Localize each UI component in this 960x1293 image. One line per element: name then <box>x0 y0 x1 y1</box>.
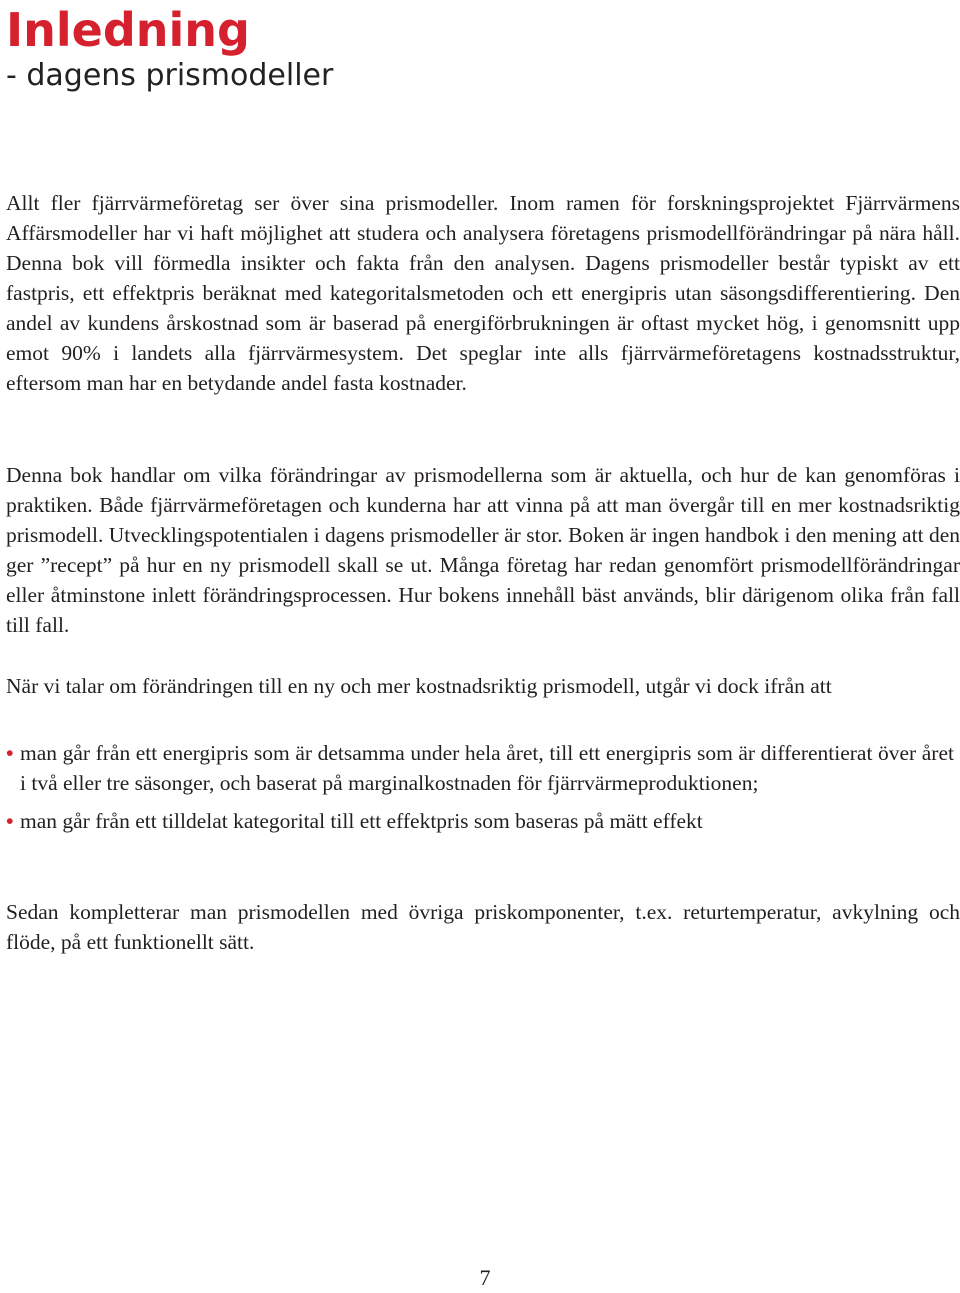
bullet-item-effect-price <box>6 806 954 836</box>
page-subtitle: - dagens prismodeller <box>6 58 334 93</box>
page-number: 7 <box>479 1265 491 1290</box>
page-title: Inledning <box>6 3 250 57</box>
closing-paragraph: Sedan kompletterar man prismodellen med övriga priskomponenter, t.ex. returtemperatur, avkylning och flöde, på ett funktionellt sätt. <box>6 900 960 954</box>
bullet-marker: • <box>6 809 14 833</box>
bullet-text: man går från ett energipris som är detsamma under hela året, till ett energipris som är differentierat över året i två eller tre säsonger, och baserat på marginalkostnaden för fjärrvärmeproduktionen; <box>20 741 954 795</box>
bullet-marker: • <box>6 741 14 765</box>
bullet-item-energy-price <box>6 738 954 798</box>
change-bullet-list <box>6 738 954 836</box>
bullet-text: man går från ett tilldelat kategorital till ett effektpris som baseras på mätt effekt <box>20 809 703 833</box>
book-purpose-paragraph: Denna bok handlar om vilka förändringar av prismodellerna som är aktuella, och hur de kan genomföras i praktiken. Både fjärrvärmeföretagen och kunderna har att vinna på att man övergår till en mer kostnadsriktig prismodell. Utvecklingspotentialen i dagens prismodeller är stor. Boken är ingen handbok i den mening att den ger ”recept” på hur en ny prismodell skall se ut. Många företag har redan genomfört prismodellförändringar eller åtminstone inlett förändringsprocessen. Hur bokens innehåll bäst används, blir därigenom olika från fall till fall. <box>6 463 960 637</box>
intro-paragraph: Allt fler fjärrvärmeföretag ser över sina prismodeller. Inom ramen för forskningsprojektet Fjärrvärmens Affärsmodeller har vi haft möjlighet att studera och analysera företagens prismodellförändringar på nära håll. Denna bok vill förmedla insikter och fakta från den analysen. Dagens prismodeller består typiskt av ett fastpris, ett effektpris beräknat med kategoritalsmetoden och ett energipris utan säsongsdifferentiering. Den andel av kundens årskostnad som är baserad på energiförbrukningen är oftast mycket hög, i genomsnitt upp emot 90% i landets alla fjärrvärmesystem. Det speglar inte alls fjärrvärmeföretagens kostnadsstruktur, eftersom man har en betydande andel fasta kostnader. <box>6 191 960 395</box>
change-lead-paragraph: När vi talar om förändringen till en ny och mer kostnadsriktig prismodell, utgår vi dock ifrån att <box>6 674 832 698</box>
